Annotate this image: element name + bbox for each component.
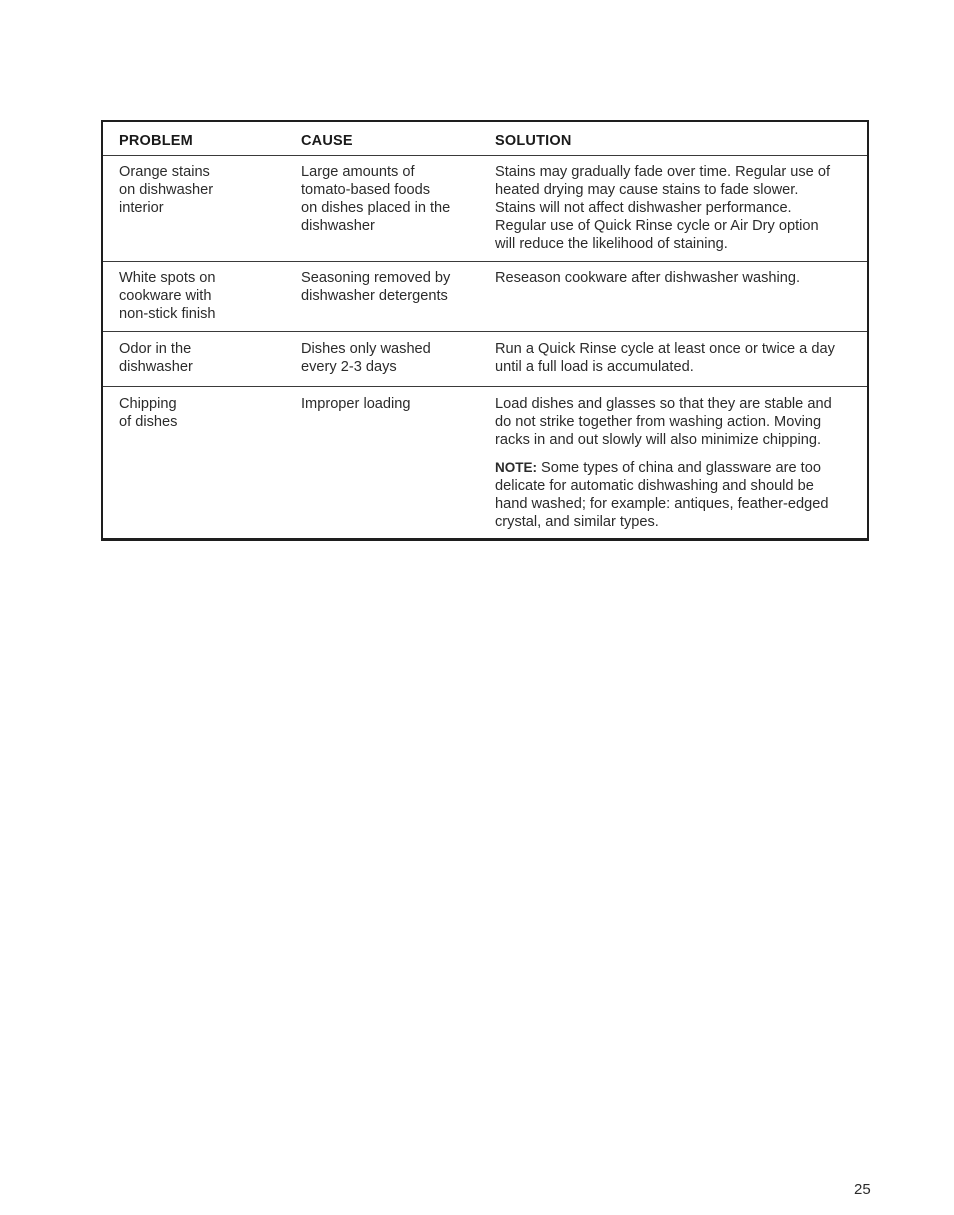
table-header-row xyxy=(103,122,867,156)
page-number: 25 xyxy=(854,1181,871,1198)
header-cause: CAUSE xyxy=(301,133,353,149)
solution-cell: Run a Quick Rinse cycle at least once or twice a day until a full load is accumulated. xyxy=(495,341,835,375)
note-text: Some types of china and glassware are too delicate for automatic dishwashing and should be hand washed; for example: antiques, feather-edged crystal, and similar types. xyxy=(495,460,829,530)
header-problem: PROBLEM xyxy=(119,133,193,149)
table-row xyxy=(103,262,867,332)
cause-cell: Dishes only washed every 2-3 days xyxy=(301,341,431,375)
table-row xyxy=(103,155,867,262)
cause-cell: Improper loading xyxy=(301,396,411,412)
cause-cell: Large amounts of tomato-based foods on dishes placed in the dishwasher xyxy=(301,164,451,234)
solution-cell: Load dishes and glasses so that they are stable and do not strike together from washing action. Moving racks in and out slowly will also minimize chipping. xyxy=(495,396,832,448)
solution-cell: Stains may gradually fade over time. Regular use of heated drying may cause stains to fade slower. Stains will not affect dishwasher performance. Regular use of Quick Rinse cycle or Air Dry option will reduce the likelihood of staining. xyxy=(495,164,831,252)
table-row xyxy=(103,332,867,387)
troubleshooting-table xyxy=(101,120,869,541)
note-label: NOTE: xyxy=(495,460,537,475)
table-row xyxy=(103,387,867,537)
problem-cell: White spots on cookware with non-stick finish xyxy=(119,270,216,322)
problem-cell: Odor in the dishwasher xyxy=(119,341,193,375)
header-solution: SOLUTION xyxy=(495,133,572,149)
note-paragraph xyxy=(495,459,861,531)
solution-cell: Reseason cookware after dishwasher washing. xyxy=(495,270,801,286)
cause-cell: Seasoning removed by dishwasher detergents xyxy=(301,270,451,304)
problem-cell: Chipping of dishes xyxy=(119,396,178,430)
problem-cell: Orange stains on dishwasher interior xyxy=(119,164,214,216)
